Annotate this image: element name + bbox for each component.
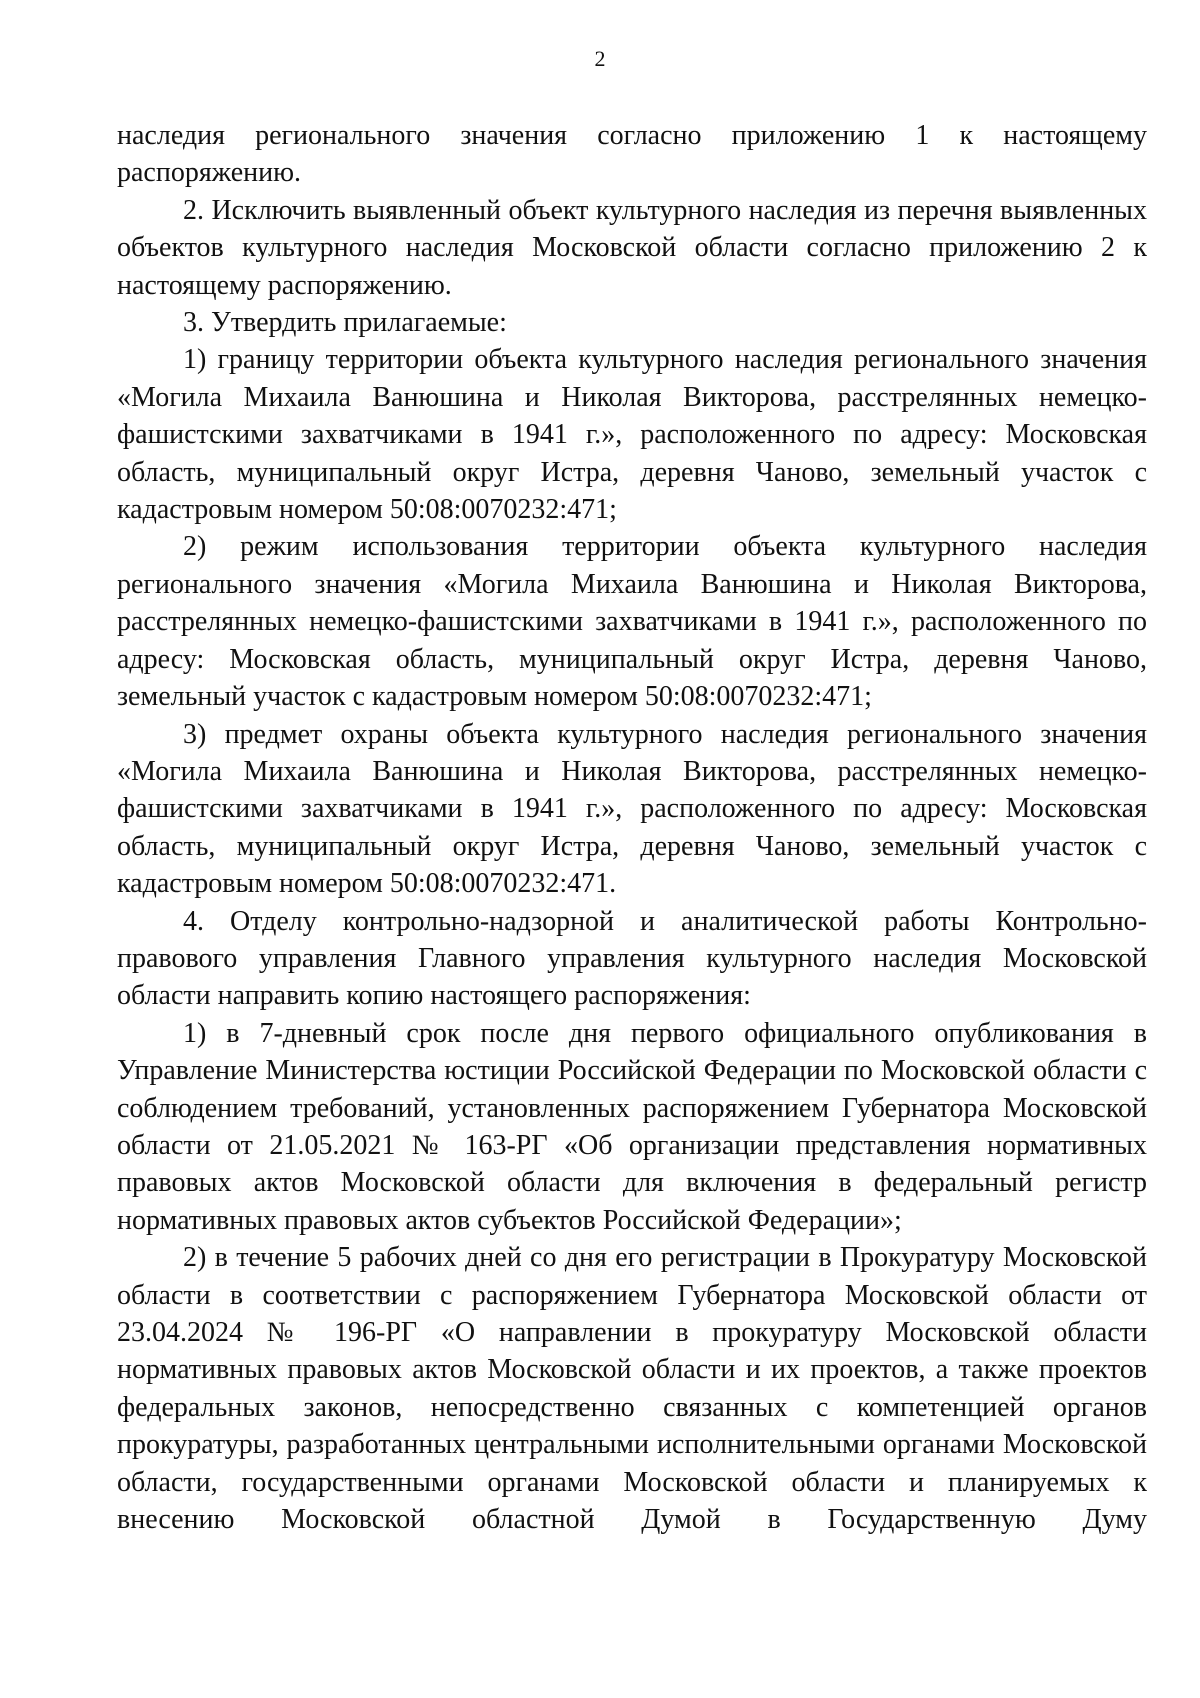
paragraph-subitem-4-1-ministry: 1) в 7-дневный срок после дня первого официального опубликования в Управление Министерства юстиции Российской Федерации по Московской области с соблюдением требований, установленных распоряжением Губернатора Московской области от 21.05.2021 № 163-РГ «Об организации представления нормативных правовых актов Московской области для включения в федеральный регистр нормативных правовых актов субъектов Российской Федерации»; <box>117 1017 1147 1236</box>
document-body <box>117 117 1147 1538</box>
page-number: 2 <box>594 46 606 71</box>
paragraph-heritage-significance: наследия регионального значения согласно приложению 1 к настоящему распоряжению. <box>117 120 1147 189</box>
paragraph-subitem-3-3-protection: 3) предмет охраны объекта культурного наследия регионального значения «Могила Михаила Ванюшина и Николая Викторова, расстрелянных немецко-фашистскими захватчиками в 1941 г.», расположенного по адресу: Московская область, муниципальный округ Истра, деревня Чаново, земельный участок с кадастровым номером 50:08:0070232:471. <box>117 718 1147 900</box>
paragraph-item-4-send-copy: 4. Отделу контрольно-надзорной и аналитической работы Контрольно-правового управления Главного управления культурного наследия Московской области направить копию настоящего распоряжения: <box>117 905 1147 1012</box>
paragraph-subitem-3-2-regime: 2) режим использования территории объекта культурного наследия регионального значения «Могила Михаила Ванюшина и Николая Викторова, расстрелянных немецко-фашистскими захватчиками в 1941 г.», расположенного по адресу: Московская область, муниципальный округ Истра, деревня Чаново, земельный участок с кадастровым номером 50:08:0070232:471; <box>117 531 1147 713</box>
paragraph-item-2-exclude: 2. Исключить выявленный объект культурного наследия из перечня выявленных объектов культурного наследия Московской области согласно приложению 2 к настоящему распоряжению. <box>117 194 1147 301</box>
paragraph-item-3-approve: 3. Утвердить прилагаемые: <box>183 307 507 339</box>
paragraph-subitem-4-2-prosecutor: 2) в течение 5 рабочих дней со дня его регистрации в Прокуратуру Московской области в соответствии с распоряжением Губернатора Московской области от 23.04.2024 № 196-РГ «О направлении в прокуратуру Московской области нормативных правовых актов Московской области и их проектов, а также проектов федеральных законов, непосредственно связанных с компетенцией органов прокуратуры, разработанных центральными исполнительными органами Московской области, государственными органами Московской области и планируемых к внесению Московской областной Думой в Государственную Думу <box>117 1242 1147 1536</box>
paragraph-subitem-3-1-boundary: 1) границу территории объекта культурного наследия регионального значения «Могила Михаила Ванюшина и Николая Викторова, расстрелянных немецко-фашистскими захватчиками в 1941 г.», расположенного по адресу: Московская область, муниципальный округ Истра, деревня Чаново, земельный участок с кадастровым номером 50:08:0070232:471; <box>117 344 1147 526</box>
